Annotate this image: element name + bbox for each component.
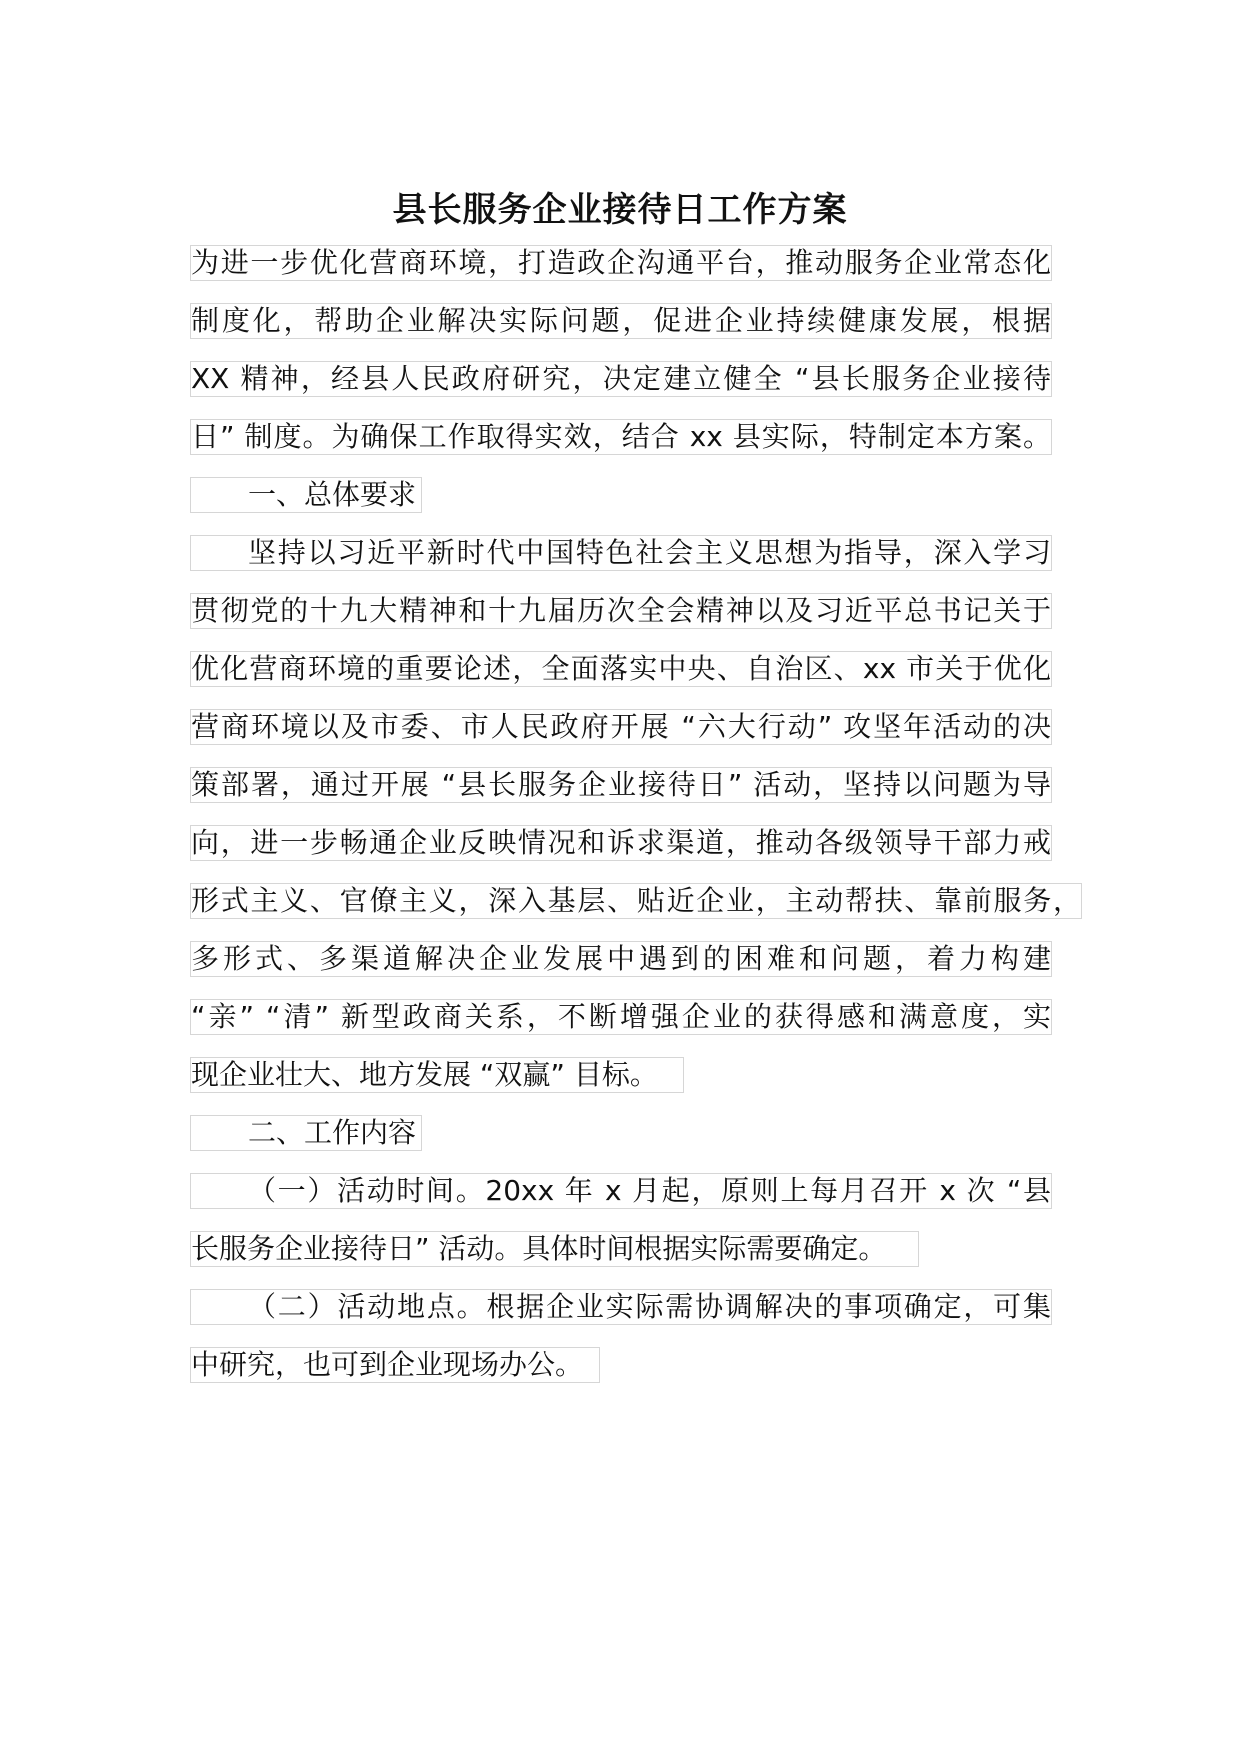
paragraph-line: 坚持以习近平新时代中国特色社会主义思想为指导，深入学习 (190, 535, 1052, 571)
paragraph-line: 现企业壮大、地方发展 “双赢” 目标。 (190, 1057, 684, 1093)
paragraph-line: 中研究，也可到企业现场办公。 (190, 1347, 600, 1383)
paragraph-line: 策部署，通过开展 “县长服务企业接待日” 活动，坚持以问题为导 (191, 768, 1051, 801)
paragraph-line: 多形式、多渠道解决企业发展中遇到的困难和问题，着力构建 (191, 942, 1051, 975)
section-heading: 一、总体要求 (190, 477, 422, 513)
paragraph-line: 长服务企业接待日” 活动。具体时间根据实际需要确定。 (190, 1231, 919, 1267)
paragraph-line: （一）活动时间。20xx 年 x 月起，原则上每月召开 x 次 “县 (190, 1173, 1052, 1209)
paragraph-line: 制度化，帮助企业解决实际问题，促进企业持续健康发展，根据 (191, 304, 1051, 337)
paragraph-line: 贯彻党的十九大精神和十九届历次全会精神以及习近平总书记关于 (191, 594, 1051, 627)
paragraph-line: “亲” “清” 新型政商关系，不断增强企业的获得感和满意度，实 (191, 1000, 1051, 1033)
document-title: 县长服务企业接待日工作方案 (392, 190, 848, 230)
paragraph-line: 为进一步优化营商环境，打造政企沟通平台，推动服务企业常态化 (191, 246, 1051, 279)
paragraph-line: 优化营商环境的重要论述，全面落实中央、自治区、xx 市关于优化 (191, 652, 1051, 685)
paragraph-line: 营商环境以及市委、市人民政府开展 “六大行动” 攻坚年活动的决 (191, 710, 1051, 743)
paragraph-line: 日” 制度。为确保工作取得实效，结合 xx 县实际，特制定本方案。 (191, 420, 1051, 453)
paragraph-line: XX 精神，经县人民政府研究，决定建立健全 “县长服务企业接待 (191, 362, 1051, 395)
paragraph-line: 形式主义、官僚主义，深入基层、贴近企业，主动帮扶、靠前服务， (191, 884, 1081, 917)
paragraph-line: （二）活动地点。根据企业实际需协调解决的事项确定，可集 (190, 1289, 1052, 1325)
section-heading: 二、工作内容 (190, 1115, 422, 1151)
paragraph-line: 向，进一步畅通企业反映情况和诉求渠道，推动各级领导干部力戒 (191, 826, 1051, 859)
